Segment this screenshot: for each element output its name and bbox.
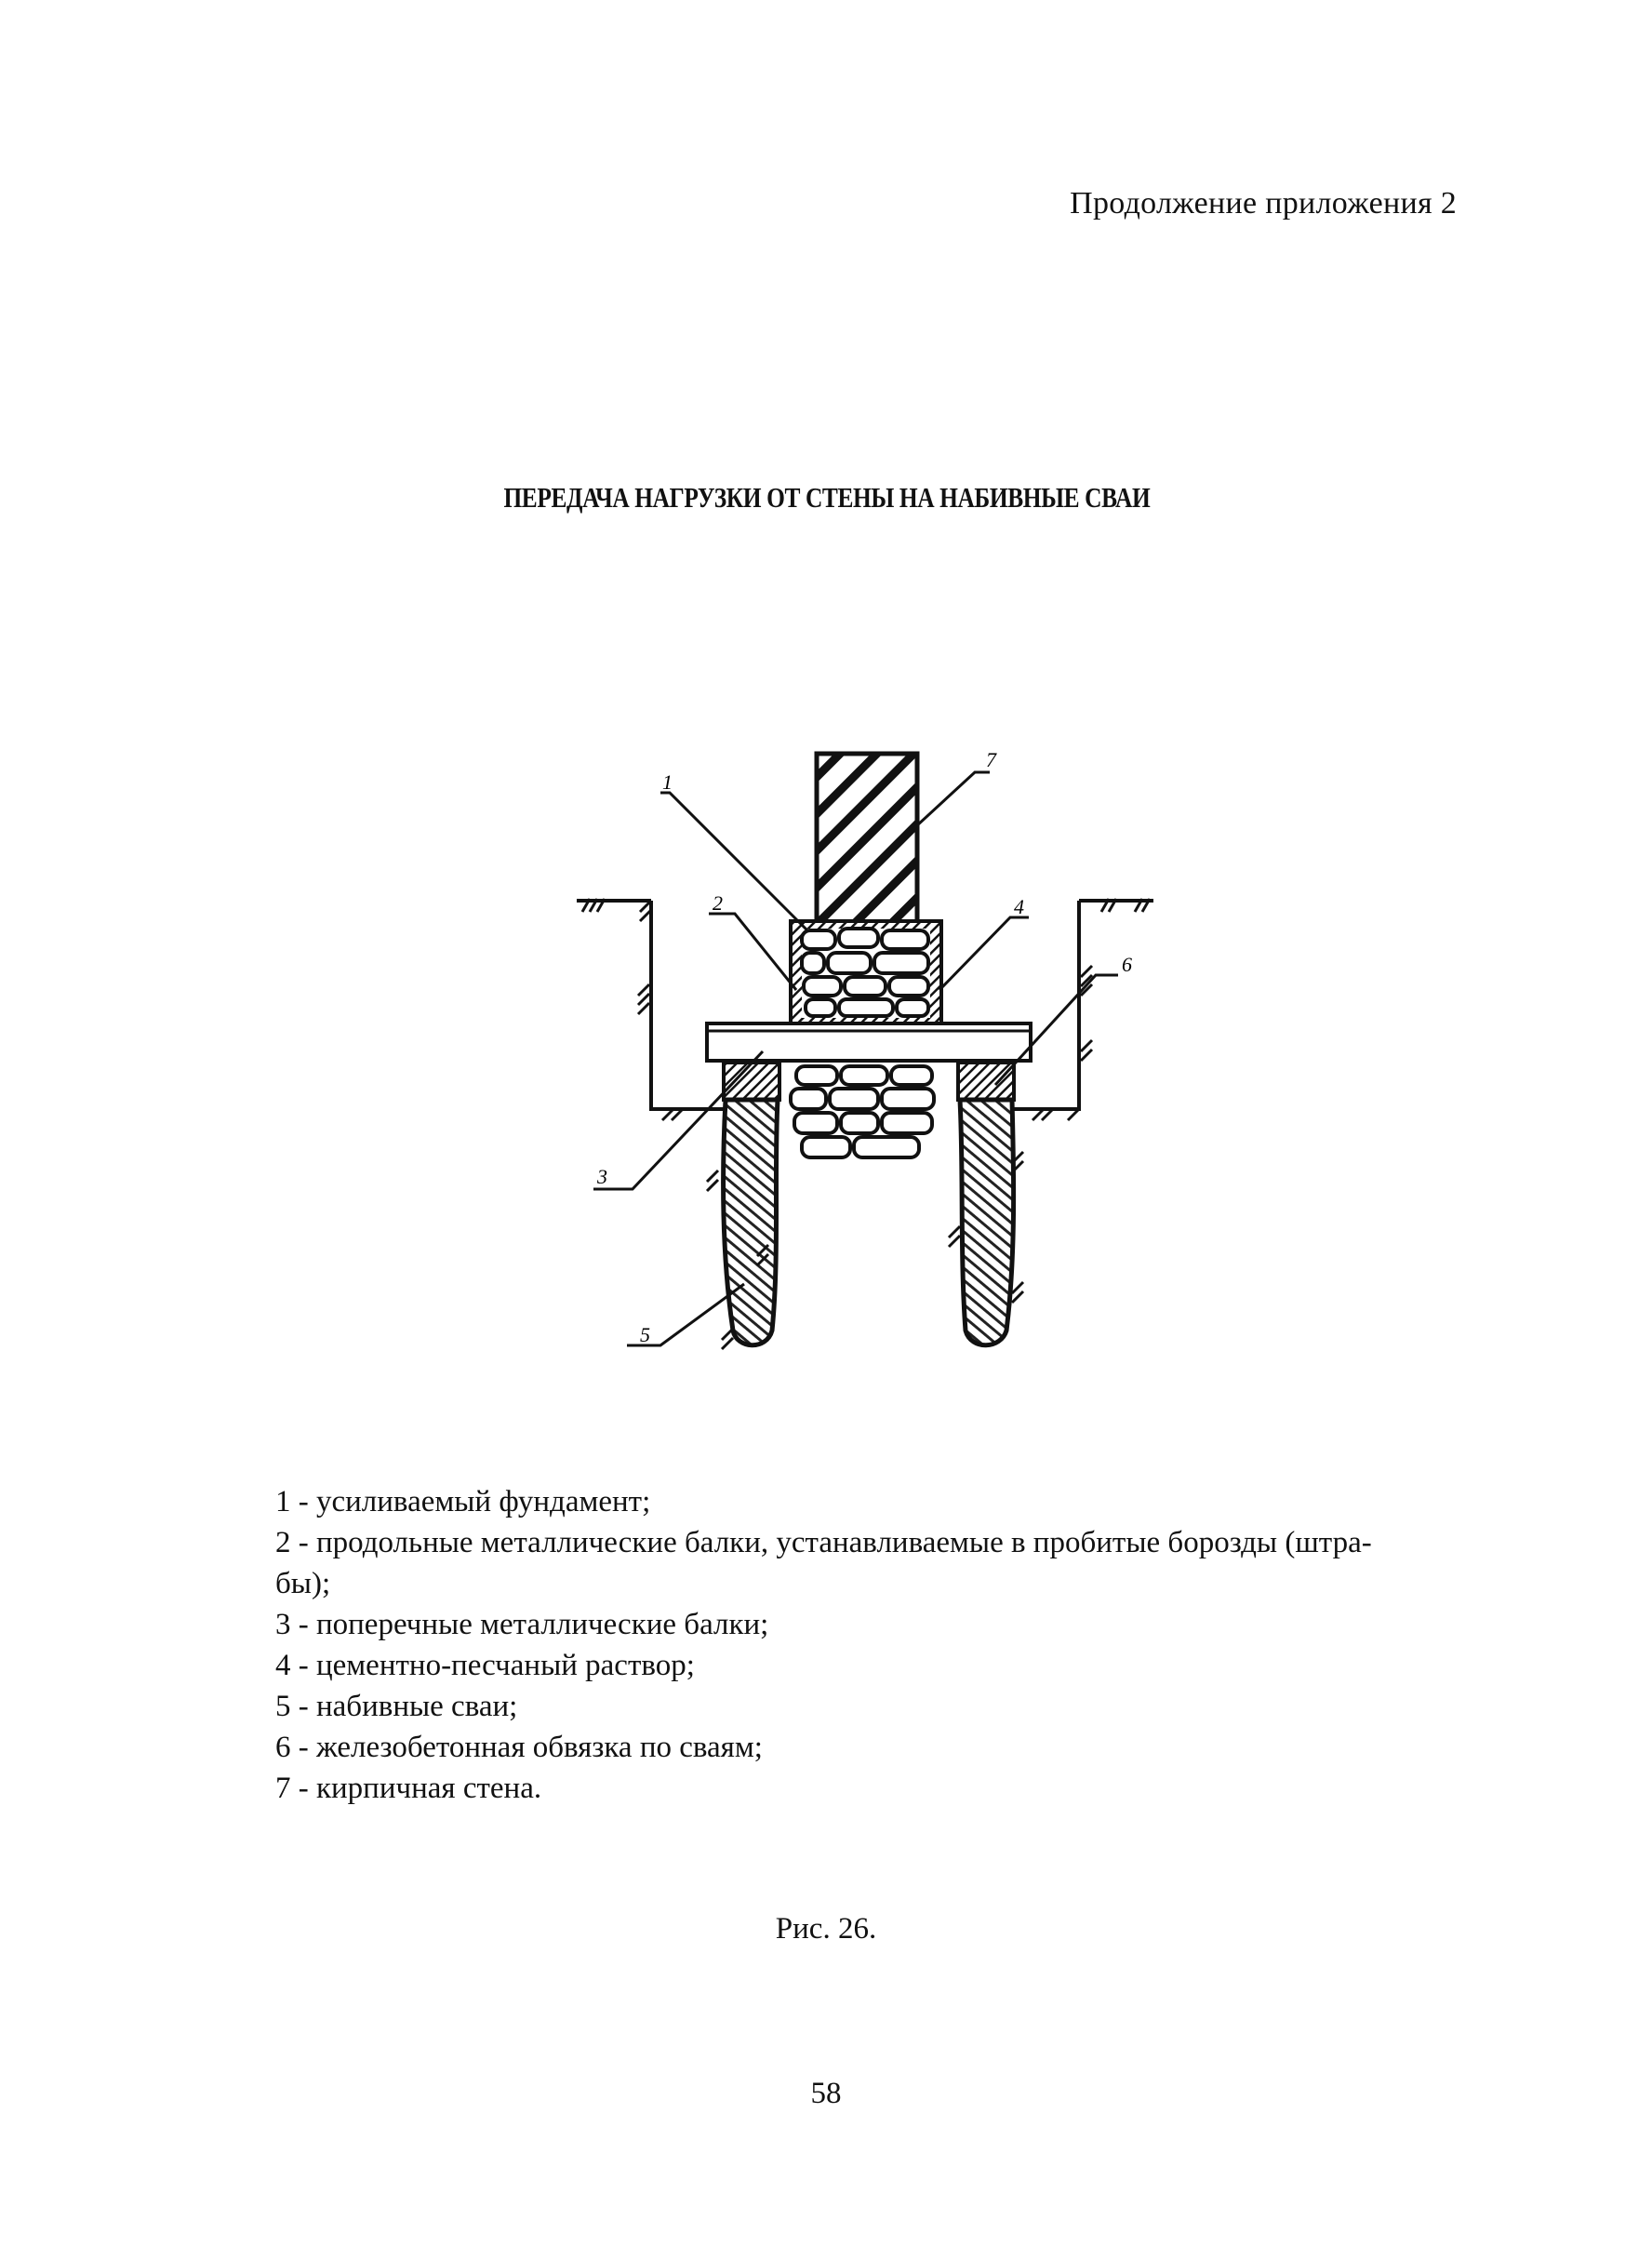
callout-4: 4 [1014,895,1024,918]
header-note: Продолжение приложения 2 [1070,186,1457,221]
callout-2: 2 [713,891,723,915]
legend-item: 4 - цементно-песчаный раствор; [275,1649,695,1682]
legend-item: 7 - кирпичная стена. [275,1772,542,1805]
legend-item: 1 - усиливаемый фундамент; [275,1485,651,1518]
legend-item: 5 - набивные сваи; [275,1690,518,1723]
transverse-beam [707,1023,1031,1061]
strengthened-foundation [791,921,941,1023]
callout-5: 5 [640,1323,650,1346]
document-title: ПЕРЕДАЧА НАГРУЗКИ ОТ СТЕНЫ НА НАБИВНЫЕ СВАИ [503,481,1151,514]
callout-7: 7 [986,748,996,771]
legend-item: 3 - поперечные металлические балки; [275,1608,769,1641]
callout-3: 3 [597,1165,607,1188]
figure-legend [275,1481,1447,1809]
figure-caption: Рис. 26. [775,1912,877,1946]
lower-masonry [791,1066,934,1157]
callout-1: 1 [662,770,673,794]
legend-item: 6 - железобетонная обвязка по сваям; [275,1731,763,1764]
brick-wall [817,754,917,923]
callout-6: 6 [1122,953,1132,976]
legend-item: бы); [275,1567,331,1600]
foundation-diagram [558,735,1209,1405]
page-number: 58 [810,2077,842,2110]
foundation-diagram-svg [558,735,1209,1405]
legend-item: 2 - продольные металлические балки, устанавливаемые в пробитые борозды (штра- [275,1526,1372,1559]
